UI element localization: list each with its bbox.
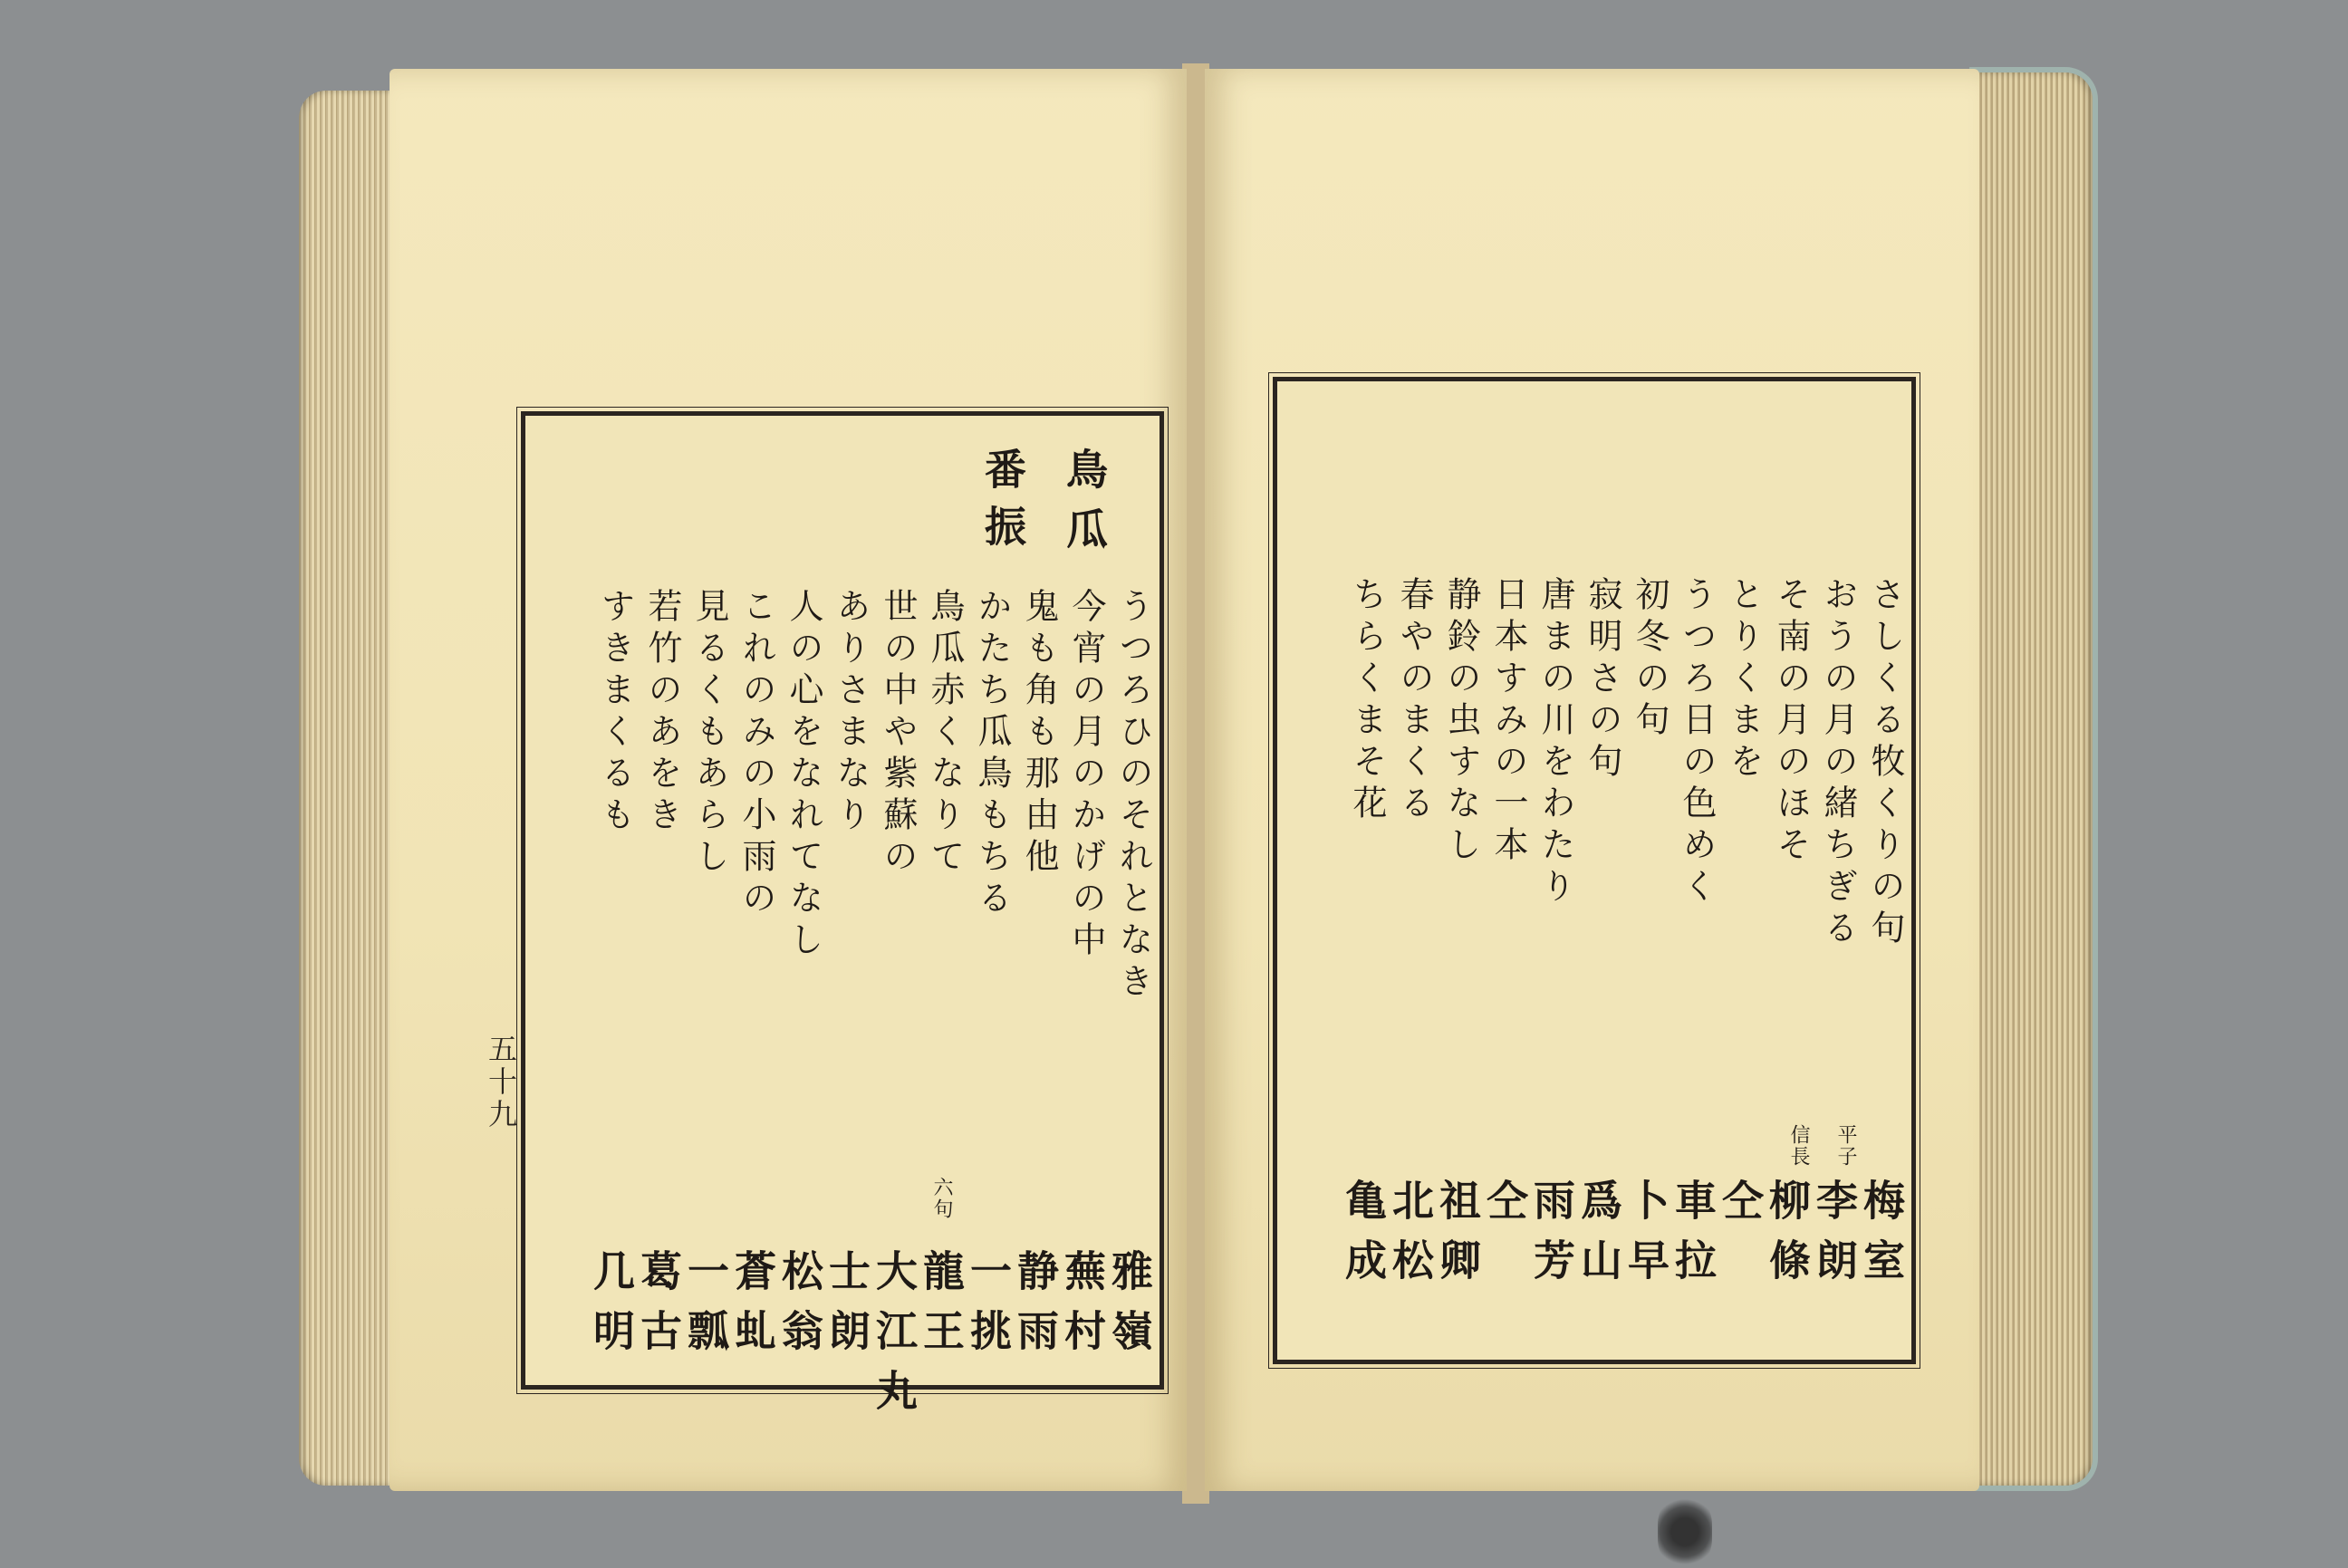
left-verse-line: うつろひのそれとなき [1113,588,1153,1005]
left-verse-line: すきまくるも [595,588,635,838]
left-verse-line: 鬼も角も那由他 [1019,588,1059,880]
poet-name: 几明 [587,1249,636,1369]
left-subtitle: 番 [978,447,1027,507]
poet-name: 卜早 [1621,1178,1670,1298]
poet-name: 柳條 [1763,1178,1812,1298]
right-verse-line: 唐まの川をわたり [1535,576,1575,909]
ink-seal [1658,1496,1712,1568]
left-page-edges [299,91,399,1486]
right-page-edges [1975,72,2093,1486]
poet-name: 士朗 [823,1249,871,1369]
right-verse-line: とりくまを [1724,576,1764,784]
right-verse-line: 初冬の句 [1630,576,1670,743]
poet-name: 大江丸 [870,1249,919,1429]
poet-name: 葛古 [634,1249,683,1369]
page-number: 五十九 [484,1034,518,1131]
right-verse-line: 寂明さの句 [1583,576,1622,784]
left-verse-line: 世の中や紫蘇の [878,588,918,880]
open-book [299,63,2093,1504]
right-verse-line: 日本すみの一本 [1488,576,1528,868]
left-verse-line: ありさまなり [831,588,871,838]
poet-name: 蕪村 [1058,1249,1107,1369]
left-verse-line: これのみの小雨の [736,588,776,921]
left-title: 鳥瓜 [1060,447,1109,567]
poet-name: 李朗 [1810,1178,1859,1298]
right-page [1205,69,1979,1491]
left-verse-line: 人の心をなれてなし [784,588,823,963]
left-verse-line: 鳥瓜赤くなりて [925,588,965,880]
left-small-note: 六句 [930,1177,953,1220]
poet-name: 蒼虬 [728,1249,777,1369]
left-subtitle-2: 振 [978,505,1027,564]
poet-name: 梅室 [1857,1178,1906,1298]
poet-name: 車拉 [1669,1178,1718,1298]
poet-name: 爲山 [1574,1178,1623,1298]
right-text-frame [1273,377,1916,1364]
right-verse-line: そ南の月のほそ [1771,576,1811,868]
poet-name: 一挑 [964,1249,1013,1369]
right-verse-line: うつろ日の色めく [1677,576,1717,909]
poet-name: 北松 [1386,1178,1435,1298]
left-verse-line: 見るくもあらし [689,588,729,880]
poet-name: 亀成 [1339,1178,1388,1298]
right-verse-line: さしくる牧くりの句 [1865,576,1905,951]
right-verse-line: ちらくまそ花 [1347,576,1387,826]
poet-name: 雅嶺 [1105,1249,1154,1369]
poet-name: 仝 [1480,1178,1529,1238]
poet-name: 一瓢 [681,1249,730,1369]
right-verse-line: 春やのまくる [1394,576,1434,826]
right-verse-line: 静鈴の虫すなし [1441,576,1481,868]
right-small-note: 信長 [1787,1124,1810,1168]
left-text-frame [521,411,1164,1429]
poet-name: 仝 [1716,1178,1765,1238]
poet-name: 龍王 [917,1249,966,1369]
poet-name: 雨芳 [1527,1178,1576,1298]
right-small-note: 平子 [1834,1124,1857,1168]
left-verse-line: 今宵の月のかげの中 [1066,588,1106,963]
left-verse-line: かたち瓜鳥もちる [972,588,1012,921]
left-verse-line: 若竹のあをき [642,588,682,838]
right-verse-line: おうの月の緒ちぎる [1818,576,1858,951]
poet-name: 松翁 [775,1249,824,1369]
poet-name: 祖卿 [1433,1178,1482,1298]
poet-name: 静雨 [1011,1249,1060,1369]
left-page [390,69,1187,1491]
